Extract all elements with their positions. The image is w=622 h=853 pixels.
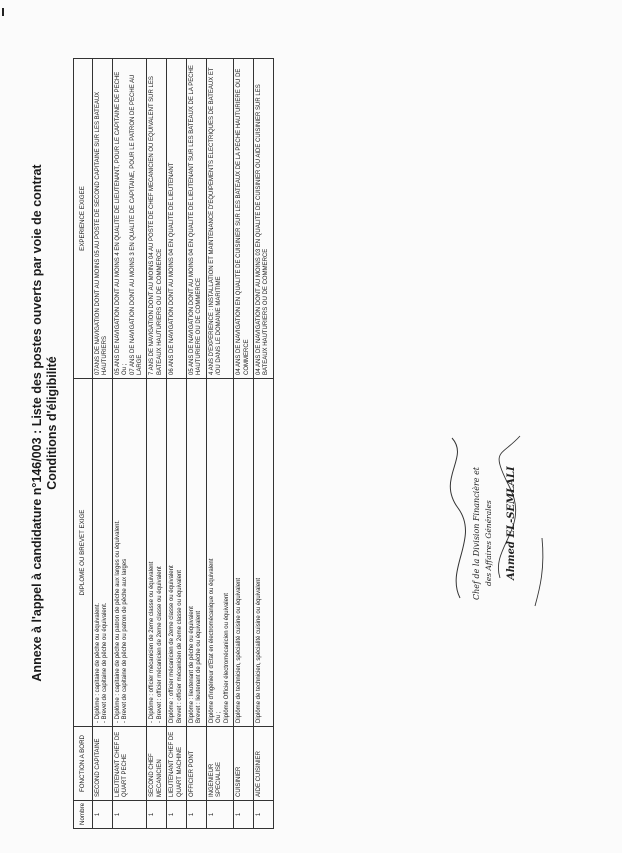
table-body [93,59,274,829]
diplome-line: Diplôme de technicien, spécialité cuisine ou équivalent [255,577,262,723]
cell-fonction: SECOND CAPITAINE [93,727,113,801]
title-line-1: Annexe à l'appel à candidature n°146/003 : Liste des postes ouverts par voie de contrat [30,164,44,682]
stamp-line-1: Chef de la Division Financière et [472,466,481,600]
cell-diplome [206,379,233,727]
cell-nombre: 1 [206,801,233,829]
table-row [147,59,167,829]
header-fonction: FONCTION A BORD [74,727,93,801]
table-row [167,59,187,829]
cell-experience [253,59,273,379]
cell-diplome [112,379,147,727]
table-row [93,59,113,829]
cell-nombre: 1 [167,801,187,829]
cell-fonction: LIEUTENANT CHEF DE QUART PECHE [112,727,147,801]
cell-fonction: AIDE CUISINIER [253,727,273,801]
diplome-line: Diplôme d'ingénieur d'Etat en électromécanique ou équivalent [208,558,215,723]
experience-line: 04 ANS DE NAVIGATION EN QUALITE DE CUISINIER SUR LES BATEAUX DE LA PECHE HAUTURIERE OU DE COMMERCE [236,68,250,375]
cell-diplome [167,379,187,727]
stamp-line-2: des Affaires Générales [484,500,493,586]
experience-line: 07 ANS DE NAVIGATION DONT AU MOINS 3 EN QUALITE DE CAPITAINE, POUR LE PATRON DE PECHE AU LARGE [129,74,144,375]
diplome-line: - Diplôme : officier mécanicien de 2eme classe ou équivalent [149,561,156,723]
diplome-line: - Diplôme : capitaine de pêche ou patron de pêche aux larges ou équivalent. [114,520,121,723]
page-title [30,53,60,793]
cell-fonction: OFFICIER PONT [187,727,207,801]
cell-nombre: 1 [253,801,273,829]
diplome-line: Ou ; [216,711,223,723]
header-experience: EXPERIENCE EXIGEE [74,59,93,379]
cell-experience [167,59,187,379]
table-row [253,59,273,829]
cell-nombre: 1 [112,801,147,829]
positions-table [73,58,274,829]
table-header-row [74,59,93,829]
cell-experience [234,59,254,379]
experience-line: 05 ANS DE NAVIGATION DONT AU MOINS 04 EN QUALITE DE LIEUTENANT SUR LES BATEAUX DE LA PECHE HAUTURIERE OU DE COMMERCE [189,65,203,375]
diplome-line: Brevet : officier mécanicien de 2eme classe ou équivalent [176,570,183,723]
experience-line: 04 ANS DE NAVIGATION DONT AU MOINS 03 EN QUALITE DE CUISINIER OU AIDE CUISINIER SUR LES BATEAUX HAUTURIERS OU DE COMMERCE [255,84,270,375]
diplome-line: Diplôme : lieutenant de pêche ou équivalent [189,606,196,723]
cell-nombre: 1 [93,801,113,829]
stamp-name: Ahmed EL-SEMLALI [506,466,517,580]
experience-line: 06 ANS DE NAVIGATION DONT AU MOINS 04 EN QUALITE DE LIEUTENANT [169,162,176,375]
cell-nombre: 1 [187,801,207,829]
title-line-2: Conditions d'éligibilité [45,356,59,490]
diplome-line: Diplôme : officier mécanicien de 2eme classe ou équivalent [169,565,176,723]
table-row [234,59,254,829]
diplome-line: - Brevet : officier mécanicien de 2eme classe ou équivalent [156,566,163,723]
cell-fonction: INGENIEUR SPECIALISE [206,727,233,801]
cell-experience [112,59,147,379]
diplome-line: - Brevet de capitaine de pêche ou équivalent. [102,602,109,723]
cell-diplome [253,379,273,727]
table-row [112,59,147,829]
diplome-line: Brevet : lieutenant de pêche ou équivalent [196,610,203,723]
cell-fonction: CUISINIER [234,727,254,801]
cell-nombre: 1 [147,801,167,829]
cell-diplome [187,379,207,727]
header-nombre: Nombre [74,801,93,829]
cell-diplome [93,379,113,727]
header-diplome: DIPLOME OU BREVET EXIGE [74,379,93,727]
table-row [187,59,207,829]
cell-nombre: 1 [234,801,254,829]
cell-experience [206,59,233,379]
experience-line: 7 ANS DE NAVIGATION DONT AU MOINS 04 AU POSTE DE CHEF MECANICIEN OU EQUIVALENT SUR LES BATEAUX HAUTURIERS OU DE COMMERCE [149,76,163,375]
cell-fonction: LIEUTENANT CHEF DE QUART MACHINE [167,727,187,801]
experience-line: 4 ANS D'EXPERIENCE : INSTALLATION ET MAINTENANCE D'EQUIPEMENTS ELECTRIQUES DE BATEAUX ET /OU DANS LE DOMAINE MARITIME [208,67,223,375]
diplome-line: - Diplôme : capitaine de pêche ou équivalent. [95,602,101,723]
cell-diplome [234,379,254,727]
cell-experience [187,59,207,379]
signature-stamp [440,428,550,608]
diplome-line: Diplôme de technicien, spécialité cuisine ou équivalent [236,577,243,723]
cell-diplome [147,379,167,727]
cell-experience [93,59,113,379]
experience-line: 05 ANS DE NAVIGATION DONT AU MOINS 4 EN QUALITE DE LIEUTENANT, POUR LE CAPITAINE DE PECHE [114,71,121,375]
diplome-line: Diplôme Officier électromécanicien ou équivalent [223,593,230,723]
experience-line: Ou ; [122,363,129,375]
experience-line: 07ANS DE NAVIGATION DONT AU MOINS 05 AU POSTE DE SECOND CAPITAINE SUR LES BATEAUX HAUTURIERS [95,91,109,375]
cell-experience [147,59,167,379]
cell-fonction: SECOND CHEF MECANICIEN [147,727,167,801]
signature-scribble [440,428,550,608]
diplome-line: - Brevet de capitaine de pêche ou patron de pêche aux larges [122,558,129,723]
table-row [206,59,233,829]
